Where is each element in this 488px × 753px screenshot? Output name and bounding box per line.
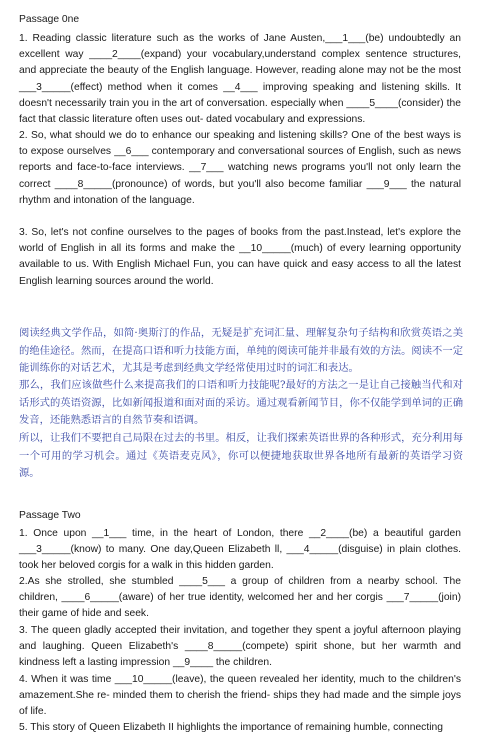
- passage-one-translation-2: 那么，我们应该做些什么来提高我们的口语和听力技能呢?最好的方法之一是让自己接触当代和对话形式的英语资源，比如新闻报道和面对面的采访。通过观看新闻节目，你不仅能学到单词的正确发音，还能熟悉语言的自然节奏和语调。: [19, 379, 463, 427]
- passage-two-paragraph-3: 3. The queen gladly accepted their invitation, and together they spent a joyful afternoon playing and laughing. Queen Elizabeth's ____8_____(compete) spirit shone, but her warmth and kindness left a lasting impression __9____ the children.: [19, 625, 461, 669]
- passage-one-paragraph-3: 3. So, let's not confine ourselves to the pages of books from the past.Instead, let's explore the world of English in all its forms and make the __10_____(much) of every learning opportunity available to us. With English Michael Fun, you can have quick and easy access to all the latest English learning sources around the world.: [19, 227, 461, 287]
- passage-one-paragraph-1: 1. Reading classic literature such as the works of Jane Austen,___1___(be) undoubtedly an excellent way ____2____(expand) your vocabulary,understand complex sentence structures, and appreciate the beauty of the English language. However, reading alone may not be the most ___3_____(effect) method when it comes __4___ improving speaking and listening skills. It doesn't necessarily train you in the art of conversation. especially when ____5____(consider) the fact that classic literature often uses out- dated vocabulary and expressions.: [19, 33, 461, 126]
- passage-one-title: Passage 0ne: [19, 14, 80, 25]
- passage-one-translation-1: 阅读经典文学作品，如简·奥斯汀的作品，无疑是扩充词汇量、理解复杂句子结构和欣赏英语之美的绝佳途径。然而，在提高口语和听力技能方面，单纯的阅读可能并非最有效的方法。阅读不一定能训练你的对话艺术，尤其是考虑到经典文学经常使用过时的词汇和表达。: [19, 327, 463, 375]
- passage-two-paragraph-2: 2.As she strolled, she stumbled ____5___ a group of children from a nearby school. The children, ____6_____(aware) of her true identity, welcomed her and her corgis ___7_____(join) their game of hide and seek.: [19, 576, 461, 620]
- passage-one-paragraph-2: 2. So, what should we do to enhance our speaking and listening skills? One of the best ways is to expose ourselves __6___ contemporary and conversational sources of English, such as news reports and face-to-face interviews. __7___ watching news programs you'll not only learn the correct ____8_____(pronounce) of words, but you'll also become familiar ___9___ the natural rhythm and intonation of the language.: [19, 130, 461, 206]
- passage-two-title: Passage Two: [19, 510, 81, 521]
- passage-one-translation-3: 所以，让我们不要把自己局限在过去的书里。相反，让我们探索英语世界的各种形式，充分利用每一个可用的学习机会。通过《英语麦克风》，你可以便捷地获取世界各地所有最新的英语学习资源。: [19, 432, 463, 480]
- passage-two-paragraph-5: 5. This story of Queen Elizabeth II highlights the importance of remaining humble, connecting: [19, 722, 443, 733]
- passage-two-paragraph-4: 4. When it was time ___10_____(leave), the queen revealed her identity, much to the children's amazement.She re- minded them to cherish the friend- ships they had made and the simple joys of life.: [19, 674, 461, 718]
- passage-two-paragraph-1: 1. Once upon __1___ time, in the heart of London, there __2____(be) a beautiful garden ___3_____(know) to many. One day,Queen Elizabeth ll, ___4_____(disguise) in plain clothes. took her beloved corgis for a walk in this hidden garden.: [19, 528, 461, 572]
